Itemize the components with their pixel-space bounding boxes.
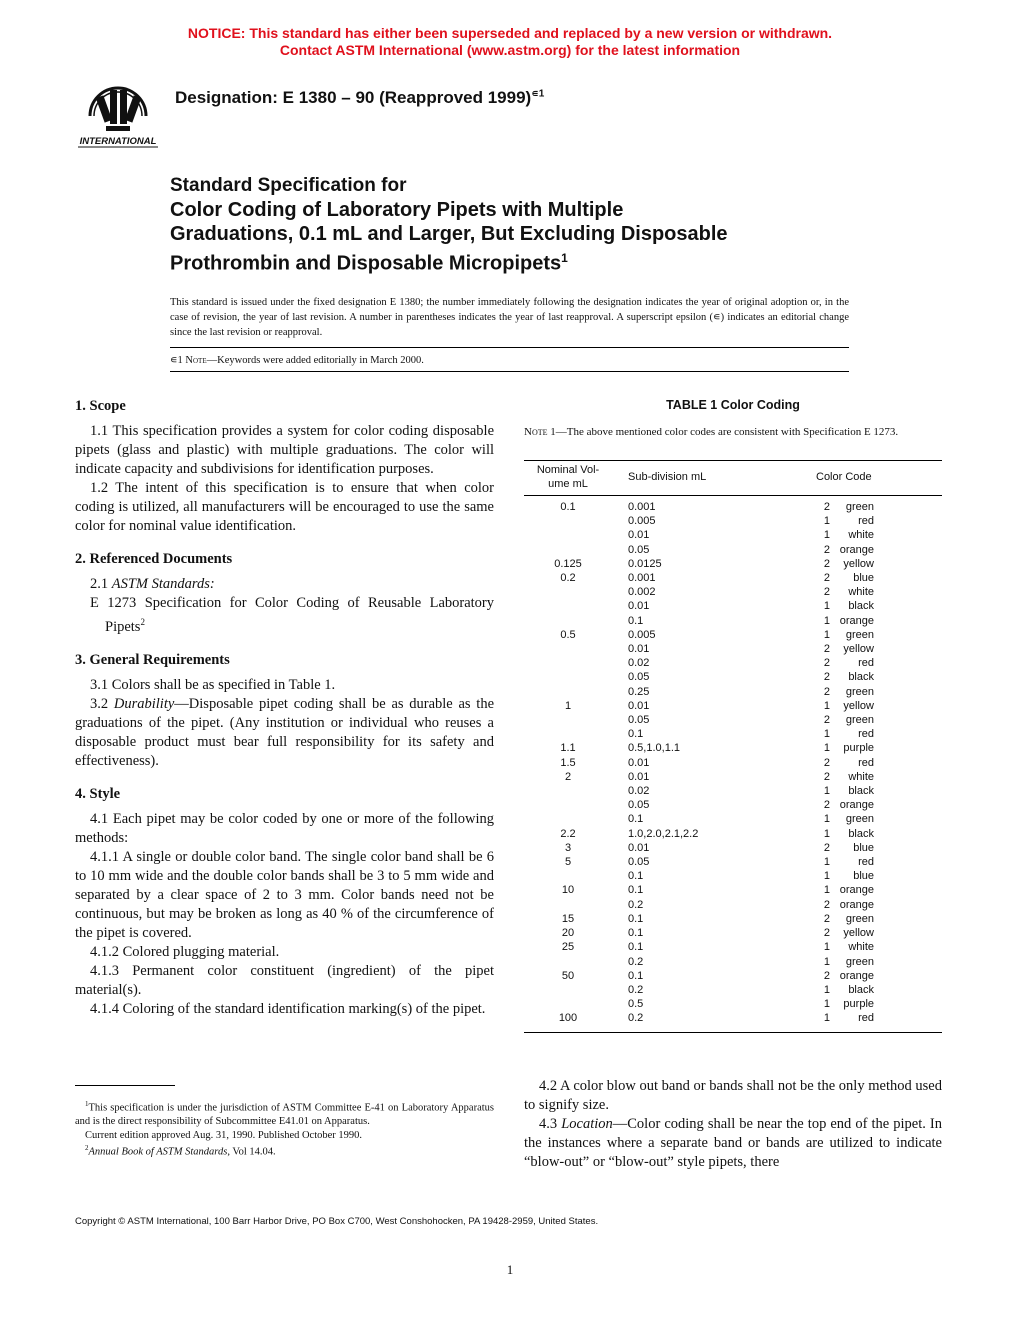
table-rule-top	[524, 460, 942, 461]
table-cell-color	[816, 784, 886, 798]
color-name: red	[858, 756, 874, 769]
astm-logo	[76, 76, 160, 150]
color-count: 2	[823, 657, 830, 670]
color-name: orange	[839, 884, 874, 897]
color-count: 2	[823, 799, 830, 812]
table-cell-nominal	[524, 727, 612, 741]
editorial-label: Note	[185, 355, 207, 366]
color-name: yellow	[843, 927, 874, 940]
table-cell-nominal: 0.125	[554, 557, 582, 570]
table-cell-color	[816, 713, 886, 727]
table-cell-nominal	[524, 798, 612, 812]
color-name: orange	[839, 799, 874, 812]
color-name: green	[845, 501, 874, 513]
table-cell-subdivision: 0.2	[628, 898, 644, 911]
table-cell-color	[816, 812, 886, 826]
color-name: purple	[843, 742, 874, 755]
table-cell-nominal	[524, 585, 612, 599]
color-count: 1	[823, 827, 830, 840]
table-cell-color	[816, 670, 886, 684]
color-name: red	[858, 657, 874, 670]
withdrawal-notice	[0, 25, 1020, 59]
designation	[175, 88, 544, 108]
table-cell-subdivision: 1.0,2.0,2.1,2.2	[628, 827, 699, 840]
designation-text: Designation: E 1380 – 90 (Reapproved 1999)	[175, 88, 532, 107]
table-cell-subdivision: 0.1	[628, 614, 644, 627]
table-cell-nominal: 5	[564, 856, 572, 869]
para-2-1	[75, 575, 494, 594]
table-cell-color	[816, 585, 886, 599]
color-count: 2	[823, 912, 830, 925]
table-cell-nominal	[524, 685, 612, 699]
table-cell-color	[816, 1011, 886, 1025]
reference-text: E 1273 Specification for Color Coding of Reusable Laboratory Pipets	[90, 595, 494, 635]
para-1-2: 1.2 The intent of this specification is to ensure that when color coding is utilized, all manufacturers will be encouraged to use the same color for nominal value identification.	[75, 480, 494, 534]
para-3-2-text: —Disposable pipet coding shall be as durable as the graduations of the pipet. (Any institution or individual who reuses a disposable product must bear full responsibility for its safety and effectiveness).	[75, 695, 495, 769]
table-cell-subdivision: 0.01	[628, 841, 650, 854]
color-count: 1	[823, 529, 830, 542]
table-header-color: Color Code	[816, 471, 872, 483]
footnote-1-text: This specification is under the jurisdiction of ASTM Committee E-41 on Laboratory Apparatus and is the direct responsibility of Subcommittee E41.01 on Apparatus.	[75, 1102, 494, 1127]
editorial-mark: ∊1	[170, 355, 183, 366]
color-name: white	[848, 529, 874, 542]
table-cell-subdivision: 0.25	[628, 685, 650, 698]
color-count: 2	[823, 543, 830, 556]
table-cell-nominal: 15	[561, 912, 575, 925]
divider-bottom	[170, 371, 849, 372]
color-name: white	[848, 770, 874, 783]
color-count: 2	[823, 671, 830, 684]
table-cell-nominal	[524, 713, 612, 727]
table-cell-nominal: 3	[564, 841, 572, 854]
table-cell-subdivision: 0.1	[628, 728, 644, 741]
table-cell-color	[816, 869, 886, 883]
para-2-1-num: 2.1	[90, 576, 109, 592]
table-cell-subdivision: 0.1	[628, 813, 644, 826]
color-count: 1	[823, 515, 830, 528]
table-cell-color	[816, 543, 886, 557]
section-4-heading: 4. Style	[75, 785, 121, 802]
para-4-1-2: 4.1.2 Colored plugging material.	[90, 943, 280, 960]
table-cell-nominal	[524, 642, 612, 656]
color-name: yellow	[843, 557, 874, 570]
table-cell-subdivision: 0.2	[628, 983, 644, 996]
table-cell-nominal	[524, 983, 612, 997]
table-cell-color	[816, 955, 886, 969]
color-name: green	[845, 912, 874, 925]
table-cell-nominal	[524, 812, 612, 826]
color-name: blue	[853, 572, 874, 585]
table-cell-color	[816, 798, 886, 812]
table-cell-color	[816, 500, 886, 514]
table-cell-color	[816, 614, 886, 628]
color-count: 1	[823, 955, 830, 968]
table-cell-color	[816, 727, 886, 741]
color-name: red	[858, 728, 874, 741]
table-cell-subdivision: 0.0125	[628, 557, 662, 570]
table-cell-nominal: 0.2	[560, 572, 576, 585]
table-cell-subdivision: 0.05	[628, 856, 650, 869]
color-name: yellow	[843, 643, 874, 656]
para-3-1: 3.1 Colors shall be as specified in Table 1.	[90, 676, 336, 693]
color-name: orange	[839, 898, 874, 911]
para-4-3-num: 4.3	[539, 1116, 558, 1132]
table-cell-color	[816, 827, 886, 841]
color-count: 2	[823, 557, 830, 570]
footnote-1-mark: 1	[85, 1100, 89, 1108]
table-cell-color	[816, 557, 886, 571]
table-column-nominal	[524, 500, 612, 1026]
table-cell-color	[816, 528, 886, 542]
title-line-3: Graduations, 0.1 mL and Larger, But Excluding Disposable	[170, 223, 728, 245]
table-cell-nominal: 1.1	[560, 742, 576, 755]
table-cell-subdivision: 0.1	[628, 969, 644, 982]
color-count: 2	[823, 898, 830, 911]
table-cell-subdivision: 0.01	[628, 643, 650, 656]
table-cell-subdivision: 0.02	[628, 785, 650, 798]
table-cell-nominal	[524, 514, 612, 528]
table-cell-subdivision: 0.005	[628, 515, 656, 528]
table-cell-subdivision: 0.001	[628, 501, 656, 513]
table-cell-color	[816, 940, 886, 954]
title-line-4: Prothrombin and Disposable Micropipets	[170, 252, 562, 275]
color-count: 2	[823, 756, 830, 769]
color-count: 2	[823, 969, 830, 982]
table-cell-nominal: 10	[561, 884, 575, 897]
footnote-1-edition: Current edition approved Aug. 31, 1990. Published October 1990.	[85, 1129, 363, 1141]
color-name: red	[858, 856, 874, 869]
table-cell-color	[816, 855, 886, 869]
table-cell-subdivision: 0.1	[628, 884, 644, 897]
notice-line-1: NOTICE: This standard has either been superseded and replaced by a new version or withdrawn.	[187, 25, 833, 41]
table-cell-nominal: 25	[561, 941, 575, 954]
table-cell-nominal: 2	[564, 770, 572, 783]
table-note	[524, 425, 942, 440]
color-name: black	[848, 600, 874, 613]
table-cell-subdivision: 0.05	[628, 799, 650, 812]
table-cell-color	[816, 756, 886, 770]
notice-line-2: Contact ASTM International (www.astm.org) for the latest information	[279, 42, 741, 58]
table-cell-nominal	[524, 898, 612, 912]
para-3-2-num: 3.2	[90, 695, 109, 712]
table-cell-subdivision: 0.005	[628, 628, 656, 641]
para-1-1: 1.1 This specification provides a system for color coding disposable pipets (glass and plastic) with multiple graduations. The color will indicate capacity and subdivisions for identification purposes.	[75, 423, 494, 477]
table-cell-nominal	[524, 528, 612, 542]
color-count: 1	[823, 785, 830, 798]
table-cell-color	[816, 969, 886, 983]
color-count: 2	[823, 770, 830, 783]
color-count: 2	[823, 685, 830, 698]
color-count: 1	[823, 699, 830, 712]
color-name: orange	[839, 969, 874, 982]
table-cell-color	[816, 898, 886, 912]
left-column	[75, 397, 494, 1019]
color-count: 2	[823, 572, 830, 585]
table-cell-subdivision: 0.05	[628, 671, 650, 684]
color-name: green	[845, 628, 874, 641]
color-count: 2	[823, 714, 830, 727]
color-count: 2	[823, 927, 830, 940]
table-cell-color	[816, 841, 886, 855]
table-header-subdivision: Sub-division mL	[628, 471, 707, 483]
footnotes	[75, 1098, 494, 1159]
table-cell-color	[816, 983, 886, 997]
para-4-1-1: 4.1.1 A single or double color band. The single color band shall be 6 to 10 mm wide and the double color bands shall be 3 to 5 mm wide and separated by a clear space of 2 to 3 mm. Color bands need not be continuous, but may be broken as long as 40 % of the circumference of the pipet is covered.	[75, 848, 494, 941]
table-cell-subdivision: 0.5,1.0,1.1	[628, 742, 680, 755]
color-name: purple	[843, 998, 874, 1011]
para-3-2-label: Durability	[113, 695, 175, 712]
color-count: 1	[823, 628, 830, 641]
color-name: green	[845, 685, 874, 698]
color-name: red	[858, 1012, 874, 1025]
table-cell-nominal	[524, 869, 612, 883]
table-cell-subdivision: 0.01	[628, 600, 650, 613]
color-name: black	[848, 671, 874, 684]
table-cell-nominal: 1	[564, 699, 572, 712]
title-line-2: Color Coding of Laboratory Pipets with Multiple	[170, 199, 624, 221]
table-cell-color	[816, 642, 886, 656]
color-count: 1	[823, 614, 830, 627]
reference-footnote-ref: 2	[140, 617, 145, 627]
title-footnote-ref: 1	[561, 251, 568, 265]
color-name: blue	[853, 870, 874, 883]
color-count: 1	[823, 998, 830, 1011]
table-cell-subdivision: 0.01	[628, 529, 650, 542]
color-name: yellow	[843, 699, 874, 712]
footnote-rule	[75, 1085, 175, 1086]
copyright-line: Copyright © ASTM International, 100 Barr Harbor Drive, PO Box C700, West Conshohocken, PA 19428-2959, United States.	[75, 1216, 599, 1227]
color-name: white	[848, 586, 874, 599]
table-cell-subdivision: 0.01	[628, 699, 650, 712]
table-cell-subdivision: 0.1	[628, 912, 644, 925]
color-count: 1	[823, 600, 830, 613]
table-cell-nominal	[524, 656, 612, 670]
table-cell-nominal: 20	[561, 927, 575, 940]
table-cell-color	[816, 926, 886, 940]
table-cell-color	[816, 628, 886, 642]
editorial-text: —Keywords were added editorially in March 2000.	[206, 355, 424, 366]
para-4-3-label: Location	[561, 1116, 613, 1132]
table-cell-subdivision: 0.05	[628, 714, 650, 727]
footnote-2-italic: Annual Book of ASTM Standards	[88, 1146, 228, 1158]
table-cell-nominal: 100	[558, 1012, 578, 1025]
color-name: black	[848, 827, 874, 840]
table-cell-color	[816, 770, 886, 784]
right-column-text	[524, 1077, 942, 1172]
color-count: 1	[823, 983, 830, 996]
table-cell-color	[816, 685, 886, 699]
color-count: 2	[823, 586, 830, 599]
issuance-statement: This standard is issued under the fixed designation E 1380; the number immediately following the designation indicates the year of original adoption or, in the case of revision, the year of last revision. A number in parentheses indicates the year of last reapproval. A superscript epsilon (∊) indicates an editorial change since the last revision or reapproval.	[170, 297, 849, 338]
table-cell-nominal	[524, 543, 612, 557]
para-4-1-3: 4.1.3 Permanent color constituent (ingredient) of the pipet material(s).	[75, 962, 494, 998]
footnote-2-rest: , Vol 14.04.	[227, 1146, 276, 1158]
divider-top	[170, 347, 849, 348]
section-3-heading: 3. General Requirements	[75, 651, 230, 668]
table-cell-nominal	[524, 670, 612, 684]
table-cell-nominal: 0.5	[560, 628, 576, 641]
page-number: 1	[506, 1262, 514, 1277]
table-cell-subdivision: 0.1	[628, 941, 644, 954]
table-cell-color	[816, 699, 886, 713]
color-count: 2	[823, 501, 830, 513]
table-cell-subdivision: 0.2	[628, 1012, 644, 1025]
table-cell-nominal	[524, 614, 612, 628]
footnote-2	[75, 1142, 494, 1159]
table-rule-bottom	[524, 1032, 942, 1033]
table-cell-subdivision: 0.001	[628, 572, 656, 585]
color-count: 1	[823, 870, 830, 883]
color-count: 1	[823, 856, 830, 869]
astm-logo-icon	[76, 76, 160, 150]
document-title	[170, 174, 890, 276]
table-cell-subdivision: 0.05	[628, 543, 650, 556]
footnote-2-mark: 2	[85, 1144, 89, 1152]
color-count: 1	[823, 941, 830, 954]
color-count: 1	[823, 813, 830, 826]
color-name: green	[845, 813, 874, 826]
reference-e1273	[90, 594, 494, 637]
section-2-heading: 2. Referenced Documents	[75, 551, 233, 567]
table-cell-subdivision: 0.002	[628, 586, 656, 599]
color-count: 1	[823, 884, 830, 897]
table-note-label: Note 1	[524, 426, 556, 438]
color-count: 2	[823, 643, 830, 656]
para-4-2: 4.2 A color blow out band or bands shall not be the only method used to signify size.	[524, 1078, 942, 1113]
color-name: blue	[853, 841, 874, 854]
table-cell-color	[816, 883, 886, 897]
table-column-subdivision	[628, 500, 748, 1026]
color-count: 1	[823, 1012, 830, 1025]
table-column-color	[816, 500, 886, 1026]
para-4-1: 4.1 Each pipet may be color coded by one or more of the following methods:	[75, 810, 494, 846]
table-title: TABLE 1 Color Coding	[666, 398, 800, 412]
table-cell-nominal	[524, 599, 612, 613]
table-cell-subdivision: 0.01	[628, 770, 650, 783]
color-name: white	[848, 941, 874, 954]
table-cell-nominal	[524, 997, 612, 1011]
color-count: 2	[823, 841, 830, 854]
table-cell-nominal: 1.5	[560, 756, 576, 769]
para-2-1-text: ASTM Standards:	[111, 576, 215, 592]
editorial-note	[170, 354, 424, 366]
table-note-text: —The above mentioned color codes are consistent with Specification E 1273.	[555, 426, 899, 438]
table-cell-nominal	[524, 955, 612, 969]
table-cell-subdivision: 0.1	[628, 870, 644, 883]
table-cell-color	[816, 741, 886, 755]
designation-epsilon: ∊1	[531, 88, 545, 100]
table-cell-color	[816, 997, 886, 1011]
color-count: 1	[823, 742, 830, 755]
para-4-3	[524, 1115, 942, 1172]
footnote-1	[75, 1098, 494, 1129]
table-cell-subdivision: 0.2	[628, 955, 644, 968]
para-4-3-text: —Color coding shall be near the top end of the pipet. In the instances where a separate band or bands are utilized to indicate “blow-out” or “blow-out” style pipets, there	[524, 1116, 943, 1170]
table-cell-nominal: 50	[561, 969, 575, 982]
color-count: 1	[823, 728, 830, 741]
color-name: green	[845, 955, 874, 968]
table-rule-header	[524, 495, 942, 496]
table-cell-nominal	[524, 784, 612, 798]
table-cell-nominal: 0.1	[560, 501, 576, 513]
table-cell-color	[816, 571, 886, 585]
color-name: black	[848, 785, 874, 798]
table-cell-color	[816, 912, 886, 926]
color-name: green	[845, 714, 874, 727]
table-cell-subdivision: 0.1	[628, 927, 644, 940]
table-cell-nominal: 2.2	[560, 827, 576, 840]
title-line-1: Standard Specification for	[170, 175, 407, 196]
table-cell-color	[816, 514, 886, 528]
table-cell-subdivision: 0.5	[628, 998, 644, 1011]
table-cell-subdivision: 0.01	[628, 756, 650, 769]
para-4-1-4: 4.1.4 Coloring of the standard identification marking(s) of the pipet.	[90, 1000, 486, 1017]
table-cell-color	[816, 599, 886, 613]
color-name: orange	[839, 614, 874, 627]
table-header-nominal: Nominal Vol- ume mL	[536, 464, 600, 490]
color-name: orange	[839, 543, 874, 556]
para-3-2	[75, 695, 494, 771]
section-1-heading: 1. Scope	[75, 398, 126, 414]
table-cell-color	[816, 656, 886, 670]
logo-text: INTERNATIONAL	[79, 136, 157, 147]
color-name: black	[848, 983, 874, 996]
table-cell-subdivision: 0.02	[628, 657, 650, 670]
color-name: red	[858, 515, 874, 528]
